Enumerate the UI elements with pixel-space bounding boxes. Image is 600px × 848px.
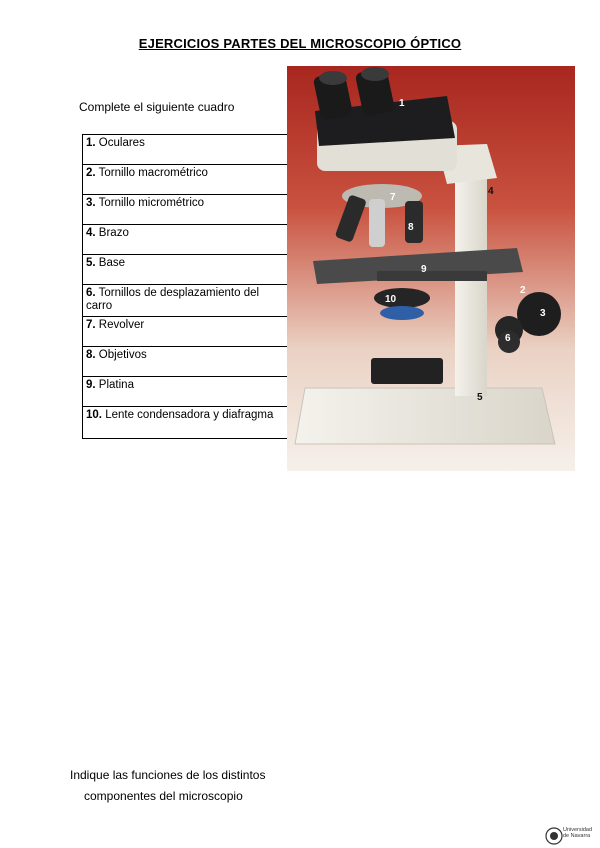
question-line-1: Indique las funciones de los distintos <box>70 768 266 782</box>
table-row <box>83 285 289 317</box>
photo-label: 2 <box>520 285 526 296</box>
logo-line-2: de Navarra <box>563 833 591 839</box>
part-label: Oculares <box>98 137 145 149</box>
part-number: 4. <box>86 227 96 239</box>
part-label: Tornillo macrométrico <box>98 167 208 179</box>
microscope-photo <box>287 66 575 471</box>
photo-label: 4 <box>488 186 494 197</box>
part-number: 10. <box>86 409 102 421</box>
part-label: Objetivos <box>98 349 147 361</box>
part-number: 6. <box>86 287 96 299</box>
part-number: 9. <box>86 379 96 391</box>
photo-label: 3 <box>540 308 546 319</box>
part-number: 5. <box>86 257 96 269</box>
part-label: Base <box>98 257 126 269</box>
question-text <box>70 765 265 807</box>
table-row <box>83 317 289 347</box>
photo-label: 6 <box>505 333 511 344</box>
instruction-text: Complete el siguiente cuadro <box>79 100 235 114</box>
part-label: Tornillos de desplazamiento del carro <box>86 287 260 312</box>
part-label: Revolver <box>98 319 145 331</box>
page-title: EJERCICIOS PARTES DEL MICROSCOPIO ÓPTICO <box>138 36 462 51</box>
part-label: Brazo <box>98 227 129 239</box>
photo-label: 5 <box>477 392 483 403</box>
table-row <box>83 165 289 195</box>
photo-label: 7 <box>390 192 396 203</box>
table-row <box>83 377 289 407</box>
photo-label: 10 <box>385 294 397 305</box>
logo-line-1: Universidad <box>563 827 593 833</box>
photo-label: 1 <box>399 98 405 109</box>
part-label: Platina <box>98 379 134 391</box>
part-label: Tornillo micrométrico <box>98 197 205 209</box>
table-row <box>83 407 289 439</box>
photo-label: 9 <box>421 264 427 275</box>
question-line-2: componentes del microscopio <box>84 789 243 803</box>
part-number: 8. <box>86 349 96 361</box>
parts-table <box>82 134 288 439</box>
table-row <box>83 225 289 255</box>
table-row <box>83 255 289 285</box>
photo-label: 8 <box>408 222 414 233</box>
university-logo-text <box>563 827 592 839</box>
part-label: Lente condensadora y diafragma <box>105 409 274 421</box>
part-number: 7. <box>86 319 96 331</box>
part-number: 2. <box>86 167 96 179</box>
part-number: 3. <box>86 197 96 209</box>
table-row <box>83 195 289 225</box>
table-row <box>83 347 289 377</box>
part-number: 1. <box>86 137 96 149</box>
table-row <box>83 135 289 165</box>
